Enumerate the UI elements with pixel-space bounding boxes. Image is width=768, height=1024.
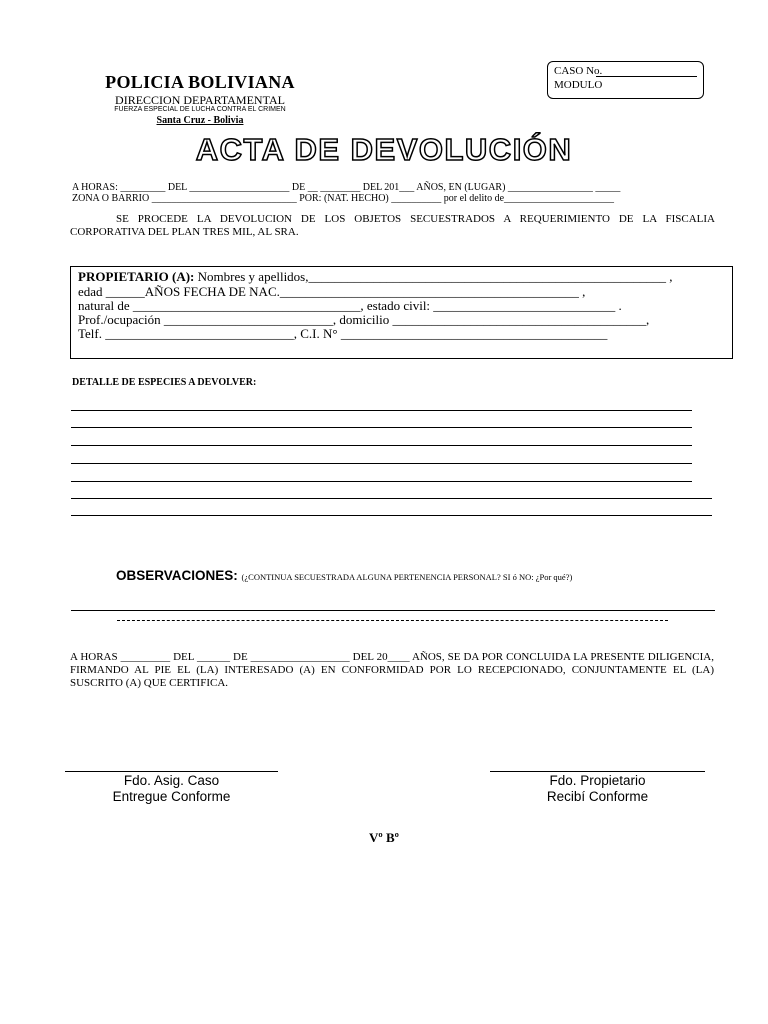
owner-names-line[interactable] bbox=[78, 269, 672, 285]
detail-heading: DETALLE DE ESPECIES A DEVOLVER: bbox=[72, 377, 257, 388]
signature-owner bbox=[490, 773, 705, 805]
closing-paragraph: A HORAS _________ DEL ______ DE __________________ DEL 20____ AÑOS, SE DA POR CONCLUIDA LA PRESENTE DILIGENCIA, FIRMANDO AL PIE EL (LA) INTERESADO (A) EN CONFORMIDAD POR LO RECEPCIONADO, CONJUNTAMENTE EL (LA) SUSCRITO (A) QUE CERTIFICA. bbox=[70, 651, 714, 689]
observations-note: (¿CONTINUA SECUESTRADA ALGUNA PERTENENCIA PERSONAL? SI ó NO: ¿Por qué?) bbox=[241, 572, 573, 582]
signature-case-officer-title: Fdo. Asig. Caso bbox=[123, 773, 220, 788]
signature-case-officer bbox=[65, 773, 278, 805]
approval-mark: Vº Bº bbox=[369, 830, 399, 845]
signature-owner-caption: Recibí Conforme bbox=[546, 789, 649, 804]
case-box bbox=[547, 61, 704, 99]
owner-age-birth-line[interactable]: edad ______AÑOS FECHA DE NAC.______________________________________________ , bbox=[78, 284, 586, 299]
detail-line[interactable] bbox=[71, 481, 692, 482]
org-department: DIRECCION DEPARTAMENTAL bbox=[115, 93, 285, 107]
intro-line-time-date-place[interactable]: A HORAS: _________ DEL ____________________ DE __ ________ DEL 201___ AÑOS, EN (LUGAR) _________________ _____ bbox=[72, 182, 621, 193]
owner-phone-id-line[interactable]: Telf. _____________________________, C.I. N° _________________________________________ bbox=[78, 326, 608, 341]
owner-occupation-address-line[interactable]: Prof./ocupación __________________________, domicilio _______________________________________, bbox=[78, 312, 650, 327]
module-label: MODULO bbox=[554, 79, 603, 91]
statement-paragraph: SE PROCEDE LA DEVOLUCION DE LOS OBJETOS SECUESTRADOS A REQUERIMIENTO DE LA FISCALIA CORPORATIVA DEL PLAN TRES MIL, AL SRA. bbox=[70, 213, 715, 238]
signature-line-owner[interactable] bbox=[490, 771, 705, 772]
dashed-separator bbox=[117, 620, 668, 621]
org-city: Santa Cruz - Bolivia bbox=[156, 115, 244, 126]
document-title: ACTA DE DEVOLUCIÓN bbox=[195, 132, 573, 167]
owner-names-field[interactable]: Nombres y apellidos,_______________________________________________________ , bbox=[194, 269, 673, 284]
detail-line[interactable] bbox=[71, 445, 692, 446]
signature-line-case-officer[interactable] bbox=[65, 771, 278, 772]
detail-line[interactable] bbox=[71, 515, 712, 516]
observations-line[interactable] bbox=[71, 610, 715, 611]
case-number-field[interactable] bbox=[596, 76, 697, 77]
signature-case-officer-caption: Entregue Conforme bbox=[112, 789, 231, 804]
detail-line[interactable] bbox=[71, 463, 692, 464]
org-title: POLICIA BOLIVIANA bbox=[105, 72, 295, 92]
owner-label: PROPIETARIO (A): bbox=[78, 269, 195, 284]
case-number-label: CASO No. bbox=[554, 65, 603, 77]
org-unit: FUERZA ESPECIAL DE LUCHA CONTRA EL CRIMEN bbox=[114, 106, 286, 113]
detail-line[interactable] bbox=[71, 427, 692, 428]
owner-origin-civil-line[interactable]: natural de ___________________________________, estado civil: ____________________________ . bbox=[78, 298, 622, 313]
detail-line[interactable] bbox=[71, 410, 692, 411]
intro-line-zone-offense[interactable]: ZONA O BARRIO _____________________________ POR: (NAT. HECHO) __________ por el delito de______________________ bbox=[72, 193, 615, 204]
observations-heading bbox=[116, 568, 572, 583]
detail-line[interactable] bbox=[71, 498, 712, 499]
owner-box bbox=[70, 266, 733, 359]
observations-label: OBSERVACIONES: bbox=[116, 568, 238, 583]
signature-owner-title: Fdo. Propietario bbox=[549, 773, 646, 788]
